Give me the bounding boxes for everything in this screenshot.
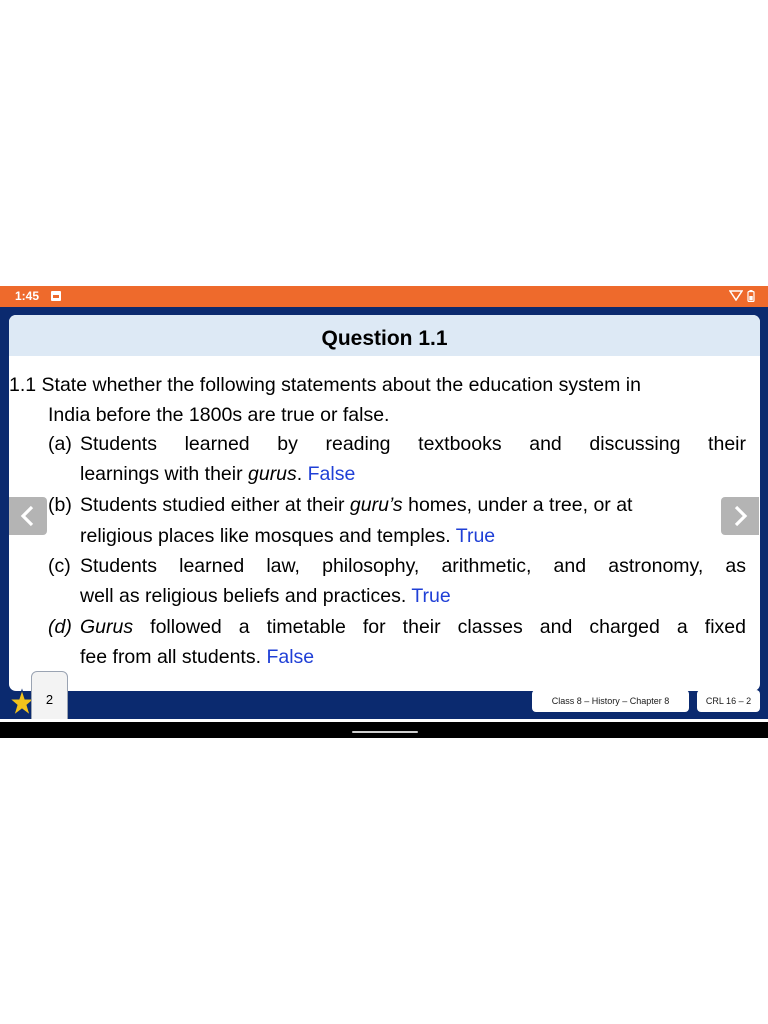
system-navigation-bar bbox=[0, 722, 768, 738]
item-d-label: (d) bbox=[48, 616, 72, 638]
item-a-text: learnings with their bbox=[80, 463, 248, 485]
chapter-label: Class 8 – History – Chapter 8 bbox=[532, 690, 689, 712]
item-d-italic: Gurus bbox=[80, 616, 134, 638]
item-d-line-1 bbox=[80, 616, 746, 639]
chevron-left-icon bbox=[20, 505, 36, 527]
item-b-answer: True bbox=[455, 525, 496, 547]
status-time: 1:45 bbox=[15, 289, 40, 303]
item-b-italic: guru’s bbox=[349, 494, 403, 516]
item-b-text-2: religious places like mosques and temples. bbox=[80, 525, 451, 547]
item-d-text: followed a timetable for their classes and charged a fixed bbox=[133, 616, 746, 638]
item-a-line-2 bbox=[80, 463, 355, 486]
slide-title: Question 1.1 bbox=[321, 327, 448, 350]
item-a-italic: gurus bbox=[248, 463, 297, 485]
chevron-right-icon bbox=[732, 505, 748, 527]
wifi-icon bbox=[729, 289, 743, 301]
item-a-line-1: Students learned by reading textbooks and discussing their bbox=[80, 433, 746, 455]
item-b-label: (b) bbox=[48, 494, 72, 516]
question-line-1: State whether the following statements about the education system in bbox=[41, 374, 641, 396]
item-c-line-2 bbox=[80, 585, 451, 608]
question-number: 1.1 bbox=[9, 374, 37, 396]
previous-slide-button[interactable] bbox=[9, 497, 47, 535]
status-bar bbox=[0, 286, 768, 307]
item-c-line-1: Students learned law, philosophy, arithmetic, and astronomy, as bbox=[80, 555, 746, 577]
item-d-text-2: fee from all students. bbox=[80, 646, 262, 668]
item-a-label: (a) bbox=[48, 433, 72, 455]
item-c-answer: True bbox=[411, 585, 451, 607]
item-b-line-1 bbox=[80, 494, 746, 517]
item-d-answer: False bbox=[266, 646, 315, 668]
item-b-text-end: homes, under a tree, or at bbox=[402, 494, 633, 516]
item-b-line-2 bbox=[80, 525, 495, 548]
title-bar bbox=[9, 315, 760, 356]
question-line-2: India before the 1800s are true or false. bbox=[48, 404, 390, 426]
battery-icon bbox=[747, 290, 755, 302]
item-c-text-2: well as religious beliefs and practices. bbox=[80, 585, 407, 607]
item-c-label: (c) bbox=[48, 555, 71, 577]
page-number: 2 bbox=[45, 692, 54, 707]
item-a-text-end: . bbox=[296, 463, 303, 485]
item-b-text: Students studied either at their bbox=[80, 494, 350, 516]
home-indicator[interactable] bbox=[352, 731, 418, 733]
code-label: CRL 16 – 2 bbox=[697, 690, 760, 712]
image-notification-icon bbox=[51, 291, 61, 301]
item-a-answer: False bbox=[307, 463, 356, 485]
item-d-line-2 bbox=[80, 646, 314, 669]
next-slide-button[interactable] bbox=[721, 497, 759, 535]
